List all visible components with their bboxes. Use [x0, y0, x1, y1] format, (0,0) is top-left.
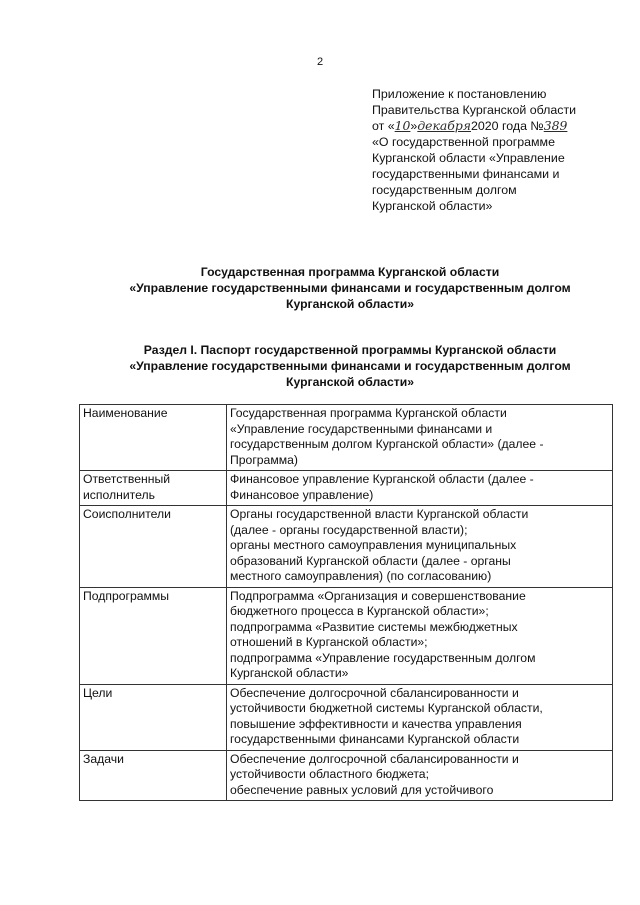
table-row [80, 750, 613, 801]
value-line: государственным долгом Курганской области» (далее - [230, 437, 544, 451]
table-row [80, 587, 613, 684]
value-line: устойчивости областного бюджета; [230, 767, 429, 781]
row-label [80, 471, 227, 506]
row-label [80, 684, 227, 750]
program-title-line: Государственная программа Курганской области [200, 265, 500, 279]
value-line: Подпрограмма «Организация и совершенствование [230, 588, 526, 603]
value-line: Курганской области» [230, 666, 349, 680]
page-number: 2 [316, 56, 324, 68]
value-line: Обеспечение долгосрочной сбалансированности и [230, 751, 519, 766]
value-line: Программа) [230, 452, 298, 467]
value-line: устойчивости бюджетной системы Курганской области, [230, 701, 543, 715]
appendix-line: государственными финансами и [372, 167, 560, 181]
label-line: Подпрограммы [83, 588, 170, 603]
value-line: Государственная программа Курганской области [230, 406, 507, 420]
section-title-line: Раздел I. Паспорт государственной программы Курганской области [143, 343, 557, 357]
value-line: государственными финансами Курганской области [230, 732, 520, 746]
appendix-line: Курганской области» [372, 199, 493, 213]
row-label [80, 506, 227, 588]
value-line: «Управление государственными финансами и [230, 421, 493, 436]
appendix-line: государственным долгом [372, 183, 517, 197]
value-line: повышение эффективности и качества управления [230, 716, 522, 731]
appendix-header [372, 86, 612, 214]
appendix-line: Правительства Курганской области [372, 103, 577, 117]
table-row [80, 506, 613, 588]
date-prefix: от « [372, 119, 395, 133]
row-value [227, 750, 613, 801]
table-row [80, 471, 613, 506]
value-line: Органы государственной власти Курганской области [230, 507, 529, 521]
program-title-line: «Управление государственными финансами и государственным долгом [129, 281, 571, 295]
label-line: Соисполнители [83, 507, 171, 521]
value-line: органы местного самоуправления муниципальных [230, 538, 517, 552]
value-line: местного самоуправления) (по согласованию) [230, 569, 492, 583]
row-value [227, 405, 613, 471]
appendix-line: Курганской области «Управление [372, 151, 565, 165]
section-title [70, 342, 630, 390]
appendix-date-line [372, 118, 612, 134]
label-line: исполнитель [83, 487, 155, 502]
value-line: Финансовое управление Курганской области (далее - [230, 472, 534, 486]
section-title-line: «Управление государственными финансами и государственным долгом [129, 359, 571, 373]
label-line: Наименование [83, 406, 168, 420]
row-label [80, 405, 227, 471]
handwritten-number: 389 [543, 118, 568, 133]
label-line: Задачи [83, 751, 124, 766]
value-line: отношений в Курганской области»; [230, 635, 428, 649]
value-line: подпрограмма «Управление государственным долгом [230, 650, 536, 665]
value-line: (далее - органы государственной власти); [230, 522, 468, 537]
row-value [227, 506, 613, 588]
table-row [80, 405, 613, 471]
value-line: Обеспечение долгосрочной сбалансированности и [230, 685, 519, 700]
date-mid: » [410, 119, 418, 133]
label-line: Ответственный [83, 472, 171, 486]
row-label [80, 750, 227, 801]
passport-table [79, 404, 613, 801]
row-value [227, 684, 613, 750]
value-line: бюджетного процесса в Курганской области»; [230, 604, 489, 618]
appendix-line: Приложение к постановлению [372, 87, 547, 101]
value-line: образований Курганской области (далее - органы [230, 553, 511, 568]
handwritten-day: 10 [394, 118, 411, 133]
handwritten-month: декабря [417, 118, 471, 133]
section-title-line: Курганской области» [286, 375, 414, 389]
row-value [227, 587, 613, 684]
label-line: Цели [83, 685, 113, 700]
table-row [80, 684, 613, 750]
row-value [227, 471, 613, 506]
program-title-line: Курганской области» [286, 297, 414, 311]
appendix-line: «О государственной программе [372, 135, 555, 149]
program-title [70, 264, 630, 312]
date-year: 2020 года № [471, 119, 544, 133]
row-label [80, 587, 227, 684]
value-line: Финансовое управление) [230, 487, 374, 502]
value-line: подпрограмма «Развитие системы межбюджетных [230, 619, 518, 634]
value-line: обеспечение равных условий для устойчивого [230, 782, 494, 797]
